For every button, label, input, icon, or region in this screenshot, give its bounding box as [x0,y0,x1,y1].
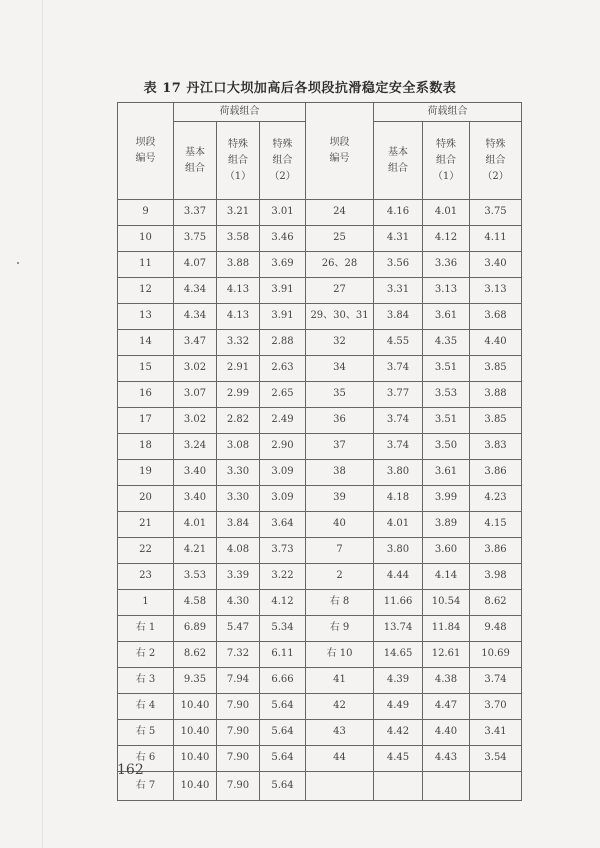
safety-factor-cell: 12.61 [423,642,470,668]
safety-factor-cell: 4.31 [374,226,423,252]
table-row [118,408,522,434]
safety-factor-cell: 7.94 [217,668,260,694]
safety-factor-cell: 3.53 [174,564,217,590]
safety-factor-cell: 4.45 [374,746,423,772]
safety-factor-cell: 9.48 [470,616,522,642]
dam-section-cell: 1 [118,590,174,616]
table-row [118,226,522,252]
header-special1-right [423,122,470,200]
safety-factor-cell: 3.61 [423,460,470,486]
dam-section-cell: 44 [306,746,374,772]
dam-section-cell: 2 [306,564,374,590]
safety-factor-cell: 10.40 [174,772,217,801]
safety-factor-cell: 3.61 [423,304,470,330]
safety-factor-cell: 3.02 [174,408,217,434]
safety-factor-cell: 6.89 [174,616,217,642]
safety-factor-cell: 3.69 [260,252,306,278]
safety-factor-cell: 5.64 [260,746,306,772]
safety-factor-cell: 10.40 [174,694,217,720]
table-row [118,772,522,801]
dam-section-cell: 37 [306,434,374,460]
header-special1-text: 特殊组合（1） [432,138,460,182]
safety-factor-cell: 5.34 [260,616,306,642]
dam-section-cell: 26、28 [306,252,374,278]
dam-section-cell: 右 1 [118,616,174,642]
safety-factor-cell: 3.77 [374,382,423,408]
safety-factor-cell: 10.54 [423,590,470,616]
safety-factor-cell: 4.11 [470,226,522,252]
header-row-top [118,103,522,122]
safety-factor-cell: 3.47 [174,330,217,356]
table-row [118,434,522,460]
safety-factor-cell: 4.30 [217,590,260,616]
safety-factor-cell: 3.73 [260,538,306,564]
safety-factor-cell: 4.47 [423,694,470,720]
safety-factor-cell: 7.90 [217,746,260,772]
dam-section-cell: 10 [118,226,174,252]
safety-factor-cell: 3.88 [217,252,260,278]
table-row [118,356,522,382]
dam-section-cell: 24 [306,200,374,226]
header-basic-text: 基本组合 [185,146,205,174]
table-row [118,590,522,616]
safety-factor-cell: 3.54 [470,746,522,772]
safety-factor-cell: 3.39 [217,564,260,590]
dam-section-cell: 23 [118,564,174,590]
header-basic-left [174,122,217,200]
safety-factor-cell: 3.09 [260,460,306,486]
table-row [118,252,522,278]
dam-section-cell: 11 [118,252,174,278]
dam-section-cell: 20 [118,486,174,512]
safety-factor-cell: 14.65 [374,642,423,668]
safety-factor-cell: 3.21 [217,200,260,226]
safety-factor-cell: 11.66 [374,590,423,616]
dam-section-cell: 15 [118,356,174,382]
safety-factor-cell [374,772,423,801]
safety-factor-cell: 3.99 [423,486,470,512]
dam-section-cell: 17 [118,408,174,434]
safety-factor-cell: 4.38 [423,668,470,694]
safety-factor-cell: 8.62 [174,642,217,668]
safety-factor-cell: 3.13 [470,278,522,304]
table-row [118,668,522,694]
dam-section-cell: 40 [306,512,374,538]
safety-factor-cell: 3.80 [374,538,423,564]
safety-factor-cell: 2.82 [217,408,260,434]
safety-factor-cell: 9.35 [174,668,217,694]
table-row [118,512,522,538]
safety-factor-cell: 3.84 [374,304,423,330]
safety-factor-cell: 3.24 [174,434,217,460]
safety-factor-cell: 6.66 [260,668,306,694]
safety-factor-cell: 3.01 [260,200,306,226]
safety-factor-cell: 3.37 [174,200,217,226]
safety-factor-cell: 4.13 [217,304,260,330]
safety-factor-cell: 4.39 [374,668,423,694]
safety-factor-cell: 4.34 [174,278,217,304]
safety-factor-cell: 10.69 [470,642,522,668]
dam-section-cell: 21 [118,512,174,538]
header-dam-no-left [118,103,174,200]
safety-factor-cell: 11.84 [423,616,470,642]
safety-factor-cell: 3.80 [374,460,423,486]
safety-factor-cell: 3.68 [470,304,522,330]
safety-factor-cell: 6.11 [260,642,306,668]
dam-section-cell: 25 [306,226,374,252]
header-special2-right [470,122,522,200]
safety-factor-cell: 4.12 [260,590,306,616]
safety-factor-cell: 3.13 [423,278,470,304]
safety-factor-cell: 4.08 [217,538,260,564]
safety-factor-cell: 2.91 [217,356,260,382]
dam-section-cell: 右 9 [306,616,374,642]
dam-section-cell: 32 [306,330,374,356]
safety-factor-cell: 4.40 [470,330,522,356]
table-row [118,460,522,486]
dam-section-cell: 右 8 [306,590,374,616]
header-special2-left [260,122,306,200]
safety-factor-cell: 3.85 [470,408,522,434]
safety-factor-cell: 4.18 [374,486,423,512]
safety-factor-cell: 3.88 [470,382,522,408]
safety-factor-cell: 2.65 [260,382,306,408]
safety-factor-cell: 3.91 [260,278,306,304]
safety-factor-cell: 4.07 [174,252,217,278]
safety-factor-cell: 3.56 [374,252,423,278]
safety-factor-cell: 3.02 [174,356,217,382]
dam-section-cell: 16 [118,382,174,408]
dam-section-cell: 右 3 [118,668,174,694]
header-special1-text: 特殊组合（1） [224,138,252,182]
dam-section-cell: 34 [306,356,374,382]
safety-factor-cell: 4.43 [423,746,470,772]
safety-factor-cell: 3.07 [174,382,217,408]
safety-factor-cell: 7.90 [217,694,260,720]
safety-factor-cell: 3.98 [470,564,522,590]
stability-table [117,102,522,801]
dam-section-cell: 35 [306,382,374,408]
dam-section-cell: 右 7 [118,772,174,801]
dam-section-cell: 右 6 [118,746,174,772]
header-load-combo-left: 荷载组合 [174,103,306,122]
safety-factor-cell: 3.75 [470,200,522,226]
safety-factor-cell: 3.22 [260,564,306,590]
table-row [118,746,522,772]
safety-factor-cell: 3.40 [174,486,217,512]
safety-factor-cell: 3.40 [174,460,217,486]
safety-factor-cell: 3.89 [423,512,470,538]
safety-factor-cell: 3.08 [217,434,260,460]
table-row [118,304,522,330]
safety-factor-cell: 10.40 [174,720,217,746]
table-row [118,278,522,304]
safety-factor-cell: 3.09 [260,486,306,512]
dam-section-cell: 18 [118,434,174,460]
safety-factor-cell: 4.21 [174,538,217,564]
safety-factor-cell: 4.01 [423,200,470,226]
safety-factor-cell: 3.74 [374,408,423,434]
safety-factor-cell: 3.60 [423,538,470,564]
safety-factor-cell: 3.41 [470,720,522,746]
dam-section-cell: 7 [306,538,374,564]
header-basic-right [374,122,423,200]
table-row [118,564,522,590]
scan-speck [17,262,19,264]
dam-section-cell: 右 4 [118,694,174,720]
safety-factor-cell: 4.55 [374,330,423,356]
safety-factor-cell: 4.23 [470,486,522,512]
safety-factor-cell: 5.64 [260,694,306,720]
safety-factor-cell: 3.32 [217,330,260,356]
dam-section-cell: 14 [118,330,174,356]
safety-factor-cell: 4.34 [174,304,217,330]
safety-factor-cell: 3.74 [470,668,522,694]
safety-factor-cell: 4.14 [423,564,470,590]
safety-factor-cell: 4.12 [423,226,470,252]
dam-section-cell [306,772,374,801]
header-special2-text: 特殊组合（2） [269,138,296,182]
safety-factor-cell: 13.74 [374,616,423,642]
safety-factor-cell: 3.51 [423,356,470,382]
safety-factor-cell: 10.40 [174,746,217,772]
safety-factor-cell: 3.86 [470,538,522,564]
safety-factor-cell [423,772,470,801]
safety-factor-cell: 8.62 [470,590,522,616]
safety-factor-cell: 7.32 [217,642,260,668]
header-dam-no-text: 坝段编号 [135,137,156,164]
table-row [118,200,522,226]
safety-factor-cell: 2.90 [260,434,306,460]
safety-factor-cell: 3.74 [374,356,423,382]
dam-section-cell: 27 [306,278,374,304]
safety-factor-cell: 4.16 [374,200,423,226]
safety-factor-cell: 3.31 [374,278,423,304]
dam-section-cell: 29、30、31 [306,304,374,330]
safety-factor-cell: 4.49 [374,694,423,720]
safety-factor-cell: 3.30 [217,460,260,486]
header-dam-no-text: 坝段编号 [329,137,350,164]
dam-section-cell: 41 [306,668,374,694]
dam-section-cell: 36 [306,408,374,434]
table-row [118,642,522,668]
dam-section-cell: 右 10 [306,642,374,668]
safety-factor-cell: 3.83 [470,434,522,460]
safety-factor-cell: 3.50 [423,434,470,460]
safety-factor-cell: 3.40 [470,252,522,278]
safety-factor-cell: 4.01 [174,512,217,538]
safety-factor-cell: 4.40 [423,720,470,746]
safety-factor-cell: 4.44 [374,564,423,590]
table-row [118,538,522,564]
safety-factor-cell: 3.86 [470,460,522,486]
table-row [118,382,522,408]
scan-edge-line [42,0,43,848]
safety-factor-cell: 4.13 [217,278,260,304]
safety-factor-cell: 5.47 [217,616,260,642]
table-row [118,694,522,720]
table-row [118,330,522,356]
safety-factor-cell: 4.01 [374,512,423,538]
dam-section-cell: 42 [306,694,374,720]
dam-section-cell: 19 [118,460,174,486]
dam-section-cell: 9 [118,200,174,226]
safety-factor-cell: 3.51 [423,408,470,434]
dam-section-cell: 13 [118,304,174,330]
header-dam-no-right [306,103,374,200]
safety-factor-cell: 4.15 [470,512,522,538]
safety-factor-cell: 2.99 [217,382,260,408]
safety-factor-cell [470,772,522,801]
safety-factor-cell: 3.30 [217,486,260,512]
safety-factor-cell: 3.85 [470,356,522,382]
header-special2-text: 特殊组合（2） [482,138,509,182]
safety-factor-cell: 5.64 [260,772,306,801]
header-basic-text: 基本组合 [388,146,409,174]
table-row [118,720,522,746]
safety-factor-cell: 3.46 [260,226,306,252]
safety-factor-cell: 4.58 [174,590,217,616]
dam-section-cell: 38 [306,460,374,486]
dam-section-cell: 43 [306,720,374,746]
safety-factor-cell: 3.74 [374,434,423,460]
safety-factor-cell: 7.90 [217,772,260,801]
safety-factor-cell: 2.88 [260,330,306,356]
safety-factor-cell: 3.53 [423,382,470,408]
safety-factor-cell: 4.35 [423,330,470,356]
safety-factor-cell: 2.63 [260,356,306,382]
safety-factor-cell: 3.84 [217,512,260,538]
safety-factor-cell: 3.58 [217,226,260,252]
header-load-combo-right: 荷载组合 [374,103,522,122]
table-row [118,486,522,512]
dam-section-cell: 39 [306,486,374,512]
safety-factor-cell: 5.64 [260,720,306,746]
safety-factor-cell: 2.49 [260,408,306,434]
safety-factor-cell: 7.90 [217,720,260,746]
safety-factor-cell: 3.36 [423,252,470,278]
safety-factor-cell: 3.70 [470,694,522,720]
table-title: 表 17 丹江口大坝加高后各坝段抗滑稳定安全系数表 [143,81,457,96]
dam-section-cell: 右 2 [118,642,174,668]
table-row [118,616,522,642]
safety-factor-cell: 3.91 [260,304,306,330]
dam-section-cell: 右 5 [118,720,174,746]
safety-factor-cell: 4.42 [374,720,423,746]
safety-factor-cell: 3.64 [260,512,306,538]
header-special1-left [217,122,260,200]
page-number: 162 [117,762,144,778]
safety-factor-cell: 3.75 [174,226,217,252]
dam-section-cell: 12 [118,278,174,304]
dam-section-cell: 22 [118,538,174,564]
